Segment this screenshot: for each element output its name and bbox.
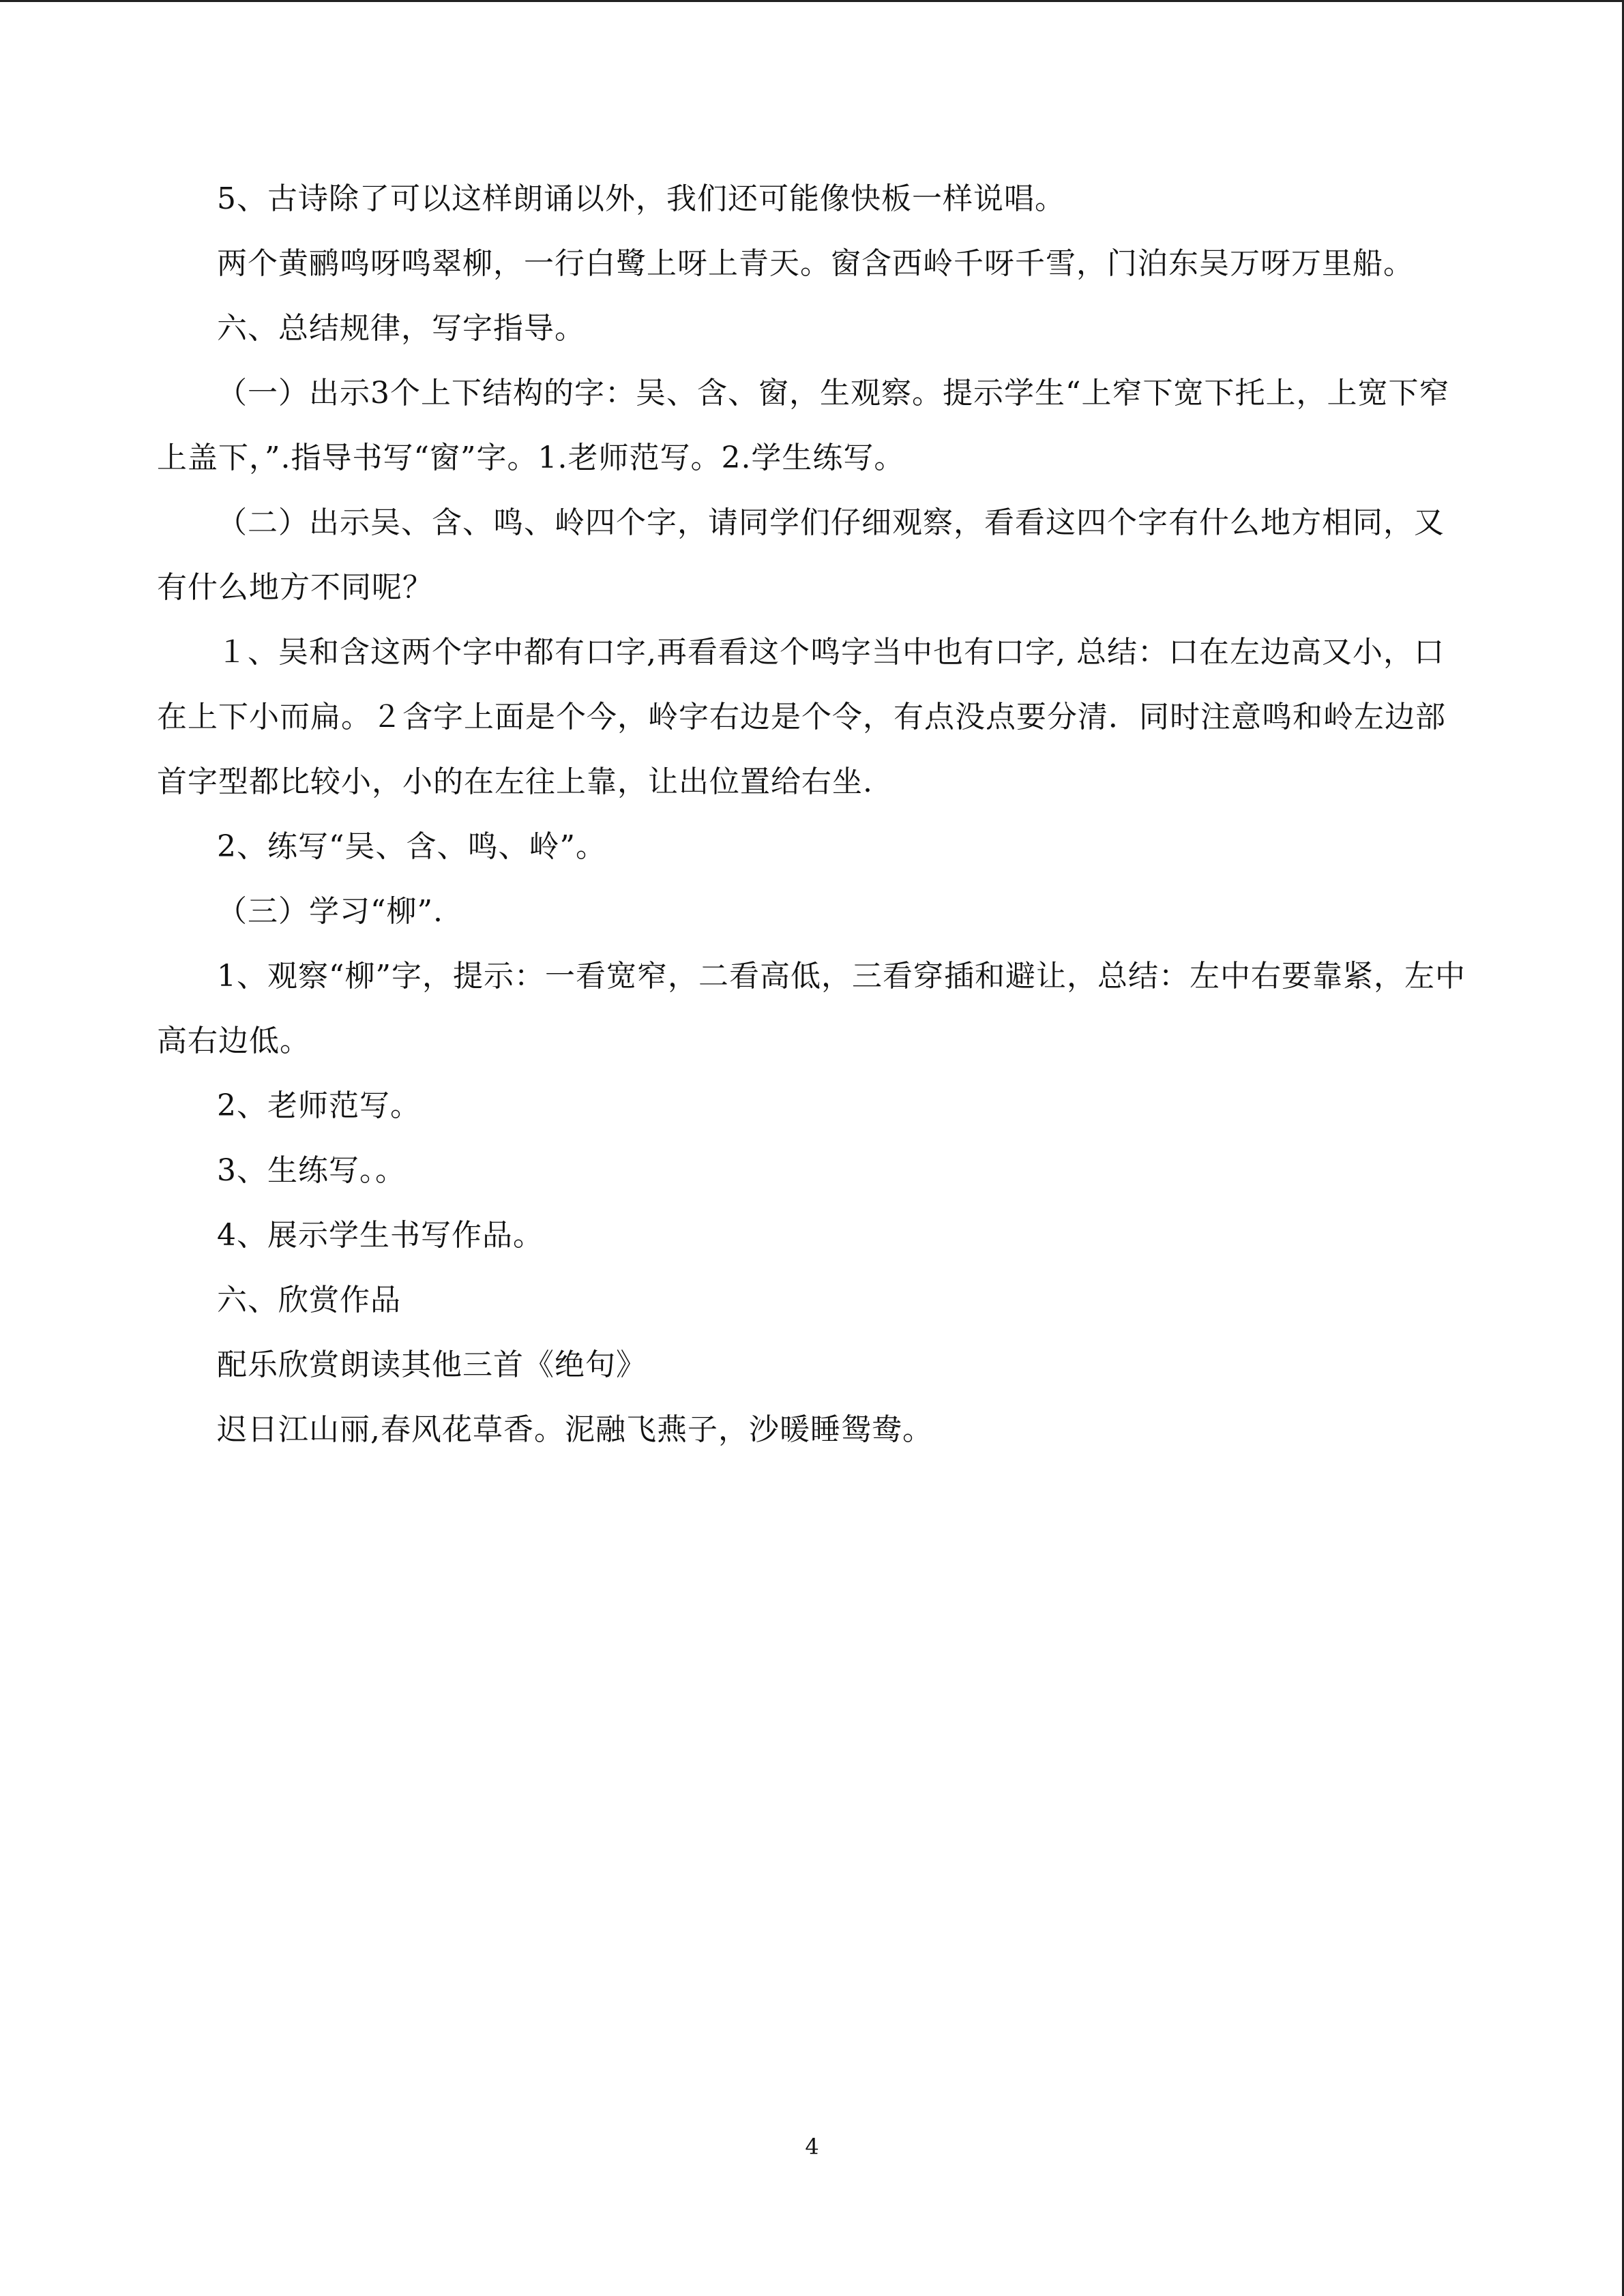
paragraph-11: 3、生练写。。: [217, 1153, 406, 1188]
paragraph-14: 配乐欣赏朗读其他三首《绝句》: [217, 1347, 647, 1382]
paragraph-4: （一）出示3个上下结构的字：吴、含、窗，生观察。提示学生“上窄下宽下托上，上宽下窄上盖下，”.指导书写“窗”字。1.老师范写。2.学生练写。: [157, 376, 1450, 475]
paragraph-15: 迟日江山丽,春风花草香。泥融飞燕子，沙暖睡鸳鸯。: [217, 1412, 933, 1447]
paragraph-10: 2、老师范写。: [217, 1088, 421, 1123]
paragraph-1: 5、古诗除了可以这样朗诵以外，我们还可能像快板一样说唱。: [217, 181, 1065, 216]
paragraph-7: 2、练写“吴、含、鸣、岭”。: [217, 829, 606, 864]
paragraph-9: 1、观察“柳”字，提示：一看宽窄，二看高低，三看穿插和避让，总结：左中右要靠紧，左中高右边低。: [157, 959, 1466, 1058]
paragraph-6: １、吴和含这两个字中都有口字,再看看这个鸣字当中也有口字, 总结：口在左边高又小，口在上下小而扁。２含字上面是个今，岭字右边是个令，有点没点要分清．同时注意鸣和岭左边部首字型都比较小，小的在左往上靠，让出位置给右坐.: [157, 635, 1446, 799]
paragraph-13: 六、欣赏作品: [217, 1283, 401, 1317]
paragraph-8: （三）学习“柳”.: [217, 894, 443, 929]
document-body: [157, 166, 1466, 1462]
page-number: 4: [805, 2134, 819, 2160]
paragraph-5: （二）出示吴、含、鸣、岭四个字，请同学们仔细观察，看看这四个字有什么地方相同，又有什么地方不同呢？: [157, 505, 1445, 605]
page-top-border: [0, 0, 1624, 2]
paragraph-12: 4、展示学生书写作品。: [217, 1218, 544, 1253]
paragraph-2: 两个黄鹂鸣呀鸣翠柳，一行白鹭上呀上青天。窗含西岭千呀千雪，门泊东吴万呀万里船。: [217, 246, 1414, 281]
paragraph-3: 六、总结规律，写字指导。: [217, 311, 585, 346]
